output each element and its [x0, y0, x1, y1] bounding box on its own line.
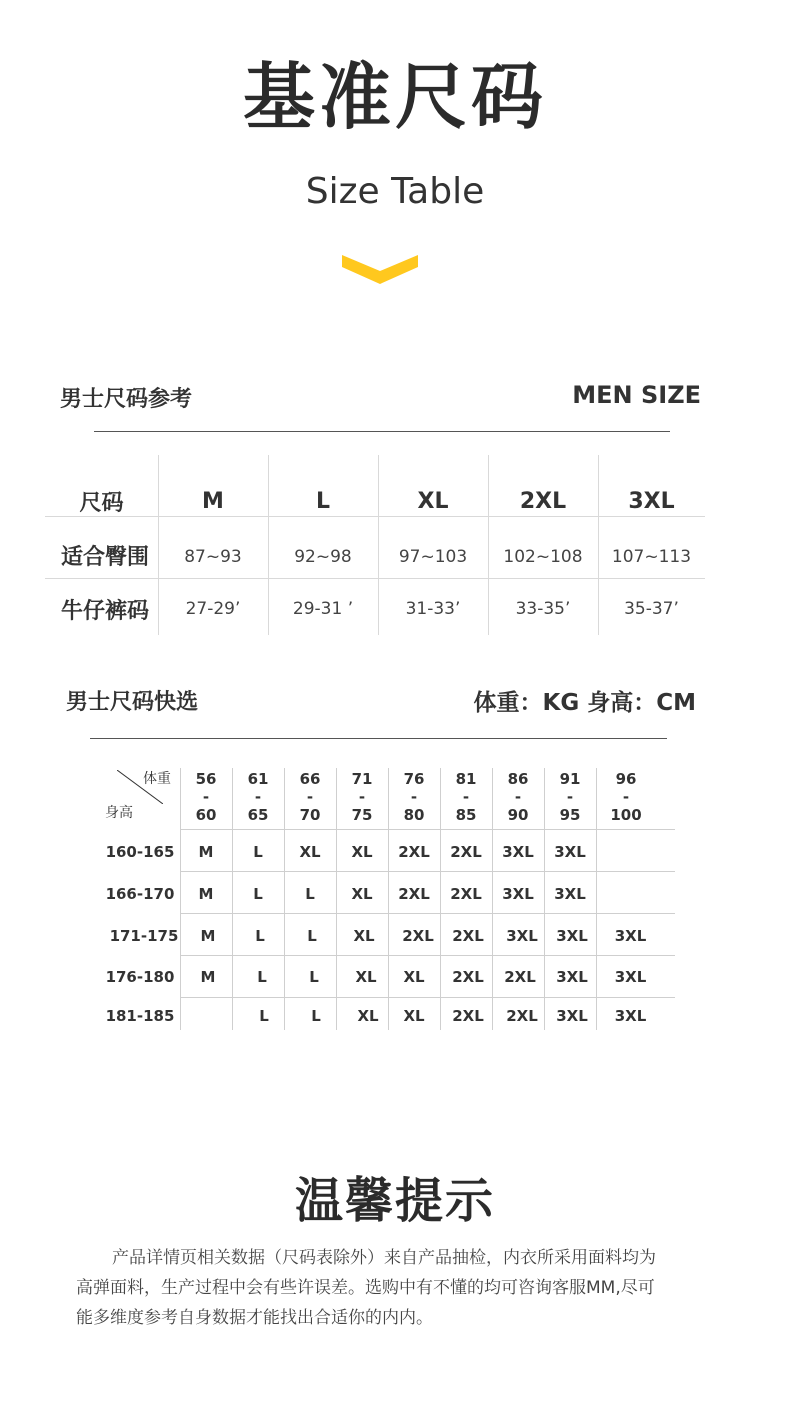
weight-sep: -: [306, 788, 314, 806]
weight-header: [390, 770, 438, 824]
weight-sep: -: [566, 788, 574, 806]
table-cell: 102~108: [503, 547, 583, 567]
size-cell: 3XL: [614, 968, 647, 986]
size-cell: 2XL: [398, 885, 430, 903]
chevron-down-icon: [342, 255, 418, 285]
weight-sep: -: [410, 788, 418, 806]
size-cell: [596, 875, 661, 913]
size-cell: L: [253, 885, 263, 903]
weight-to: 75: [351, 806, 373, 824]
size-cell: M: [198, 843, 214, 861]
size-cell: XL: [353, 927, 375, 945]
size-cell: 3XL: [554, 885, 586, 903]
row-divider: [180, 829, 675, 830]
height-label: 181-185: [105, 1007, 175, 1025]
height-label: 166-170: [105, 885, 175, 903]
size-cell: L: [257, 968, 267, 986]
size-cell: 2XL: [402, 927, 434, 945]
weight-to: 60: [195, 806, 217, 824]
table-cell: 97~103: [398, 547, 468, 567]
weight-header: [338, 770, 386, 824]
table-cell: 31-33’: [405, 599, 461, 619]
size-cell: L: [305, 885, 315, 903]
size-cell: M: [200, 927, 216, 945]
weight-header: [234, 770, 282, 824]
table-cell: 92~98: [294, 547, 352, 567]
size-header: M: [202, 488, 224, 514]
table-cell: 33-35’: [515, 599, 571, 619]
size-cell: 3XL: [614, 1007, 647, 1025]
weight-header: [546, 770, 594, 824]
quick-pick-table: [95, 760, 675, 1035]
size-cell: XL: [403, 968, 425, 986]
size-cell: XL: [357, 1007, 379, 1025]
weight-to: 80: [403, 806, 425, 824]
size-cell: 3XL: [614, 927, 647, 945]
divider: [94, 431, 670, 432]
table-cell: 35-37’: [624, 599, 679, 619]
size-cell: 2XL: [506, 1007, 538, 1025]
size-cell: XL: [351, 843, 373, 861]
size-cell: L: [309, 968, 319, 986]
weight-header: [442, 770, 490, 824]
tips-line: 高弹面料，生产过程中会有些许误差。选购中有不懂的均可咨询客服MM,尽可: [76, 1278, 655, 1298]
size-cell: XL: [351, 885, 373, 903]
size-cell: [182, 997, 234, 1035]
weight-to: 65: [247, 806, 269, 824]
size-cell: 2XL: [452, 1007, 484, 1025]
units-label: 体重：KG 身高：CM: [473, 690, 696, 716]
weight-header: [602, 770, 650, 824]
size-cell: L: [253, 843, 263, 861]
size-header: 3XL: [628, 488, 675, 514]
table-cell: 87~93: [184, 547, 242, 567]
height-label: 160-165: [105, 843, 175, 861]
size-cell: XL: [403, 1007, 425, 1025]
size-cell: 3XL: [554, 843, 586, 861]
row-divider: [180, 955, 675, 956]
size-cell: M: [198, 885, 214, 903]
size-cell: 3XL: [502, 885, 534, 903]
weight-from: 91: [559, 770, 581, 788]
tips-title: 温馨提示: [294, 1173, 495, 1229]
size-header: XL: [417, 488, 449, 514]
tips-line: 能多维度参考自身数据才能找出合适你的内内。: [76, 1308, 433, 1328]
weight-to: 70: [299, 806, 321, 824]
weight-from: 81: [455, 770, 477, 788]
size-cell: L: [259, 1007, 269, 1025]
size-cell: 3XL: [556, 1007, 588, 1025]
quick-pick-title: 男士尺码快选: [66, 690, 199, 715]
tips-line: 产品详情页相关数据（尺码表除外）来自产品抽检，内衣所采用面料均为: [112, 1248, 656, 1268]
tips-text: [76, 1243, 716, 1333]
size-header: L: [315, 488, 331, 514]
weight-sep: -: [358, 788, 366, 806]
weight-sep: -: [462, 788, 470, 806]
weight-sep: -: [202, 788, 210, 806]
size-cell: L: [311, 1007, 321, 1025]
size-cell: 2XL: [450, 885, 482, 903]
row-label-hip: 适合臀围: [60, 544, 149, 570]
size-cell: M: [200, 968, 216, 986]
weight-to: 100: [610, 806, 642, 824]
weight-from: 56: [195, 770, 217, 788]
men-size-title-en: MEN SIZE: [572, 381, 701, 409]
weight-from: 71: [351, 770, 373, 788]
weight-sep: -: [622, 788, 630, 806]
weight-header: [182, 770, 230, 824]
weight-from: 66: [299, 770, 321, 788]
height-label: 176-180: [105, 968, 175, 986]
height-label: 171-175: [109, 927, 179, 945]
size-cell: XL: [355, 968, 377, 986]
size-cell: 2XL: [452, 968, 484, 986]
weight-header: [494, 770, 542, 824]
size-header: 2XL: [519, 488, 567, 514]
row-label-jeans: 牛仔裤码: [60, 598, 149, 624]
weight-from: 96: [615, 770, 637, 788]
row-divider: [180, 871, 675, 872]
size-cell: 2XL: [452, 927, 484, 945]
weight-to: 85: [455, 806, 477, 824]
weight-sep: -: [254, 788, 262, 806]
men-size-table: [45, 455, 705, 635]
table-corner-label: 尺码: [79, 490, 124, 516]
divider: [90, 738, 667, 739]
size-cell: L: [255, 927, 265, 945]
weight-from: 86: [507, 770, 529, 788]
men-size-title: 男士尺码参考: [60, 387, 193, 412]
size-cell: 3XL: [502, 843, 534, 861]
weight-sep: -: [514, 788, 522, 806]
table-cell: 29-31 ’: [292, 599, 354, 619]
size-cell: XL: [299, 843, 321, 861]
corner-height-label: 身高: [105, 805, 133, 821]
table-cell: 27-29’: [185, 599, 241, 619]
size-cell: 2XL: [398, 843, 430, 861]
page-subtitle: Size Table: [305, 171, 485, 212]
weight-to: 90: [507, 806, 529, 824]
table-cell: 107~113: [611, 547, 692, 567]
row-divider: [180, 913, 675, 914]
weight-from: 76: [403, 770, 425, 788]
size-cell: L: [307, 927, 317, 945]
size-cell: 3XL: [506, 927, 538, 945]
size-cell: 2XL: [450, 843, 482, 861]
weight-to: 95: [559, 806, 581, 824]
weight-from: 61: [247, 770, 269, 788]
weight-header: [286, 770, 334, 824]
size-cell: 3XL: [556, 927, 588, 945]
size-cell: 2XL: [504, 968, 536, 986]
size-cell: [596, 833, 661, 871]
page-title: 基准尺码: [242, 55, 547, 139]
size-cell: 3XL: [556, 968, 588, 986]
corner-weight-label: 体重: [143, 771, 171, 787]
